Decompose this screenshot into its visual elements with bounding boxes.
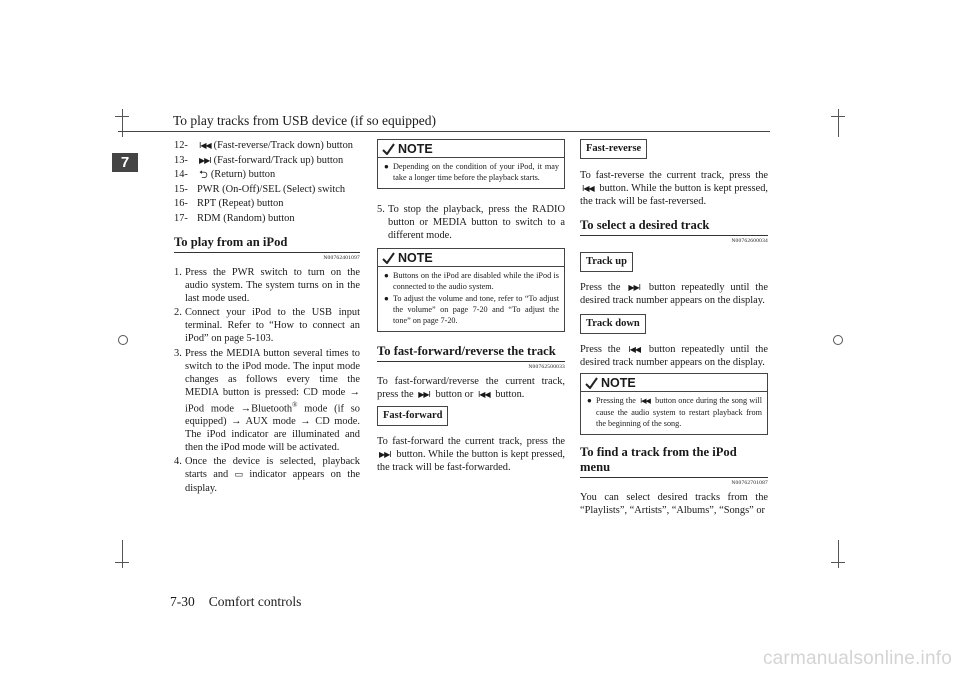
- crop-mark: [838, 109, 839, 137]
- track-down-icon: I◀◀: [199, 141, 211, 150]
- button-legend: [174, 139, 360, 225]
- legend-item: 15- PWR (On-Off)/SEL (Select) switch: [174, 183, 346, 195]
- watermark: carmanualsonline.info: [762, 648, 952, 669]
- registration-mark: [833, 335, 843, 345]
- section-heading-ipod: To play from an iPod: [174, 235, 360, 253]
- note-box: NOTE ● Depending on the condition of your iPod, it may take a longer time before the playback starts.: [377, 139, 565, 189]
- section-id: N00762600034: [731, 238, 768, 244]
- step-item: 2. Connect your iPod to the USB input terminal. Refer to “How to connect an iPod” on page 5-103.: [174, 307, 360, 344]
- crop-mark: [838, 540, 839, 568]
- step-item: 1. Press the PWR switch to turn on the audio system. The system turns on in the last mode used.: [174, 266, 360, 304]
- note-box: NOTE ● Buttons on the iPod are disabled while the iPod is connected to the audio system. ● To adjust the volume and tone, refer to “To adjust the volume” on page 7-20 and “To adjust the tone” on page 7-20.: [377, 248, 565, 332]
- note-item: ● Depending on the condition of your iPod, it may take a longer time before the playback starts.: [384, 162, 559, 182]
- subheading-track-up: Track up: [580, 252, 633, 272]
- section-id: N00762701087: [731, 480, 768, 486]
- track-down-icon: I◀◀: [477, 390, 490, 399]
- track-up-icon: ▶▶I: [379, 450, 391, 459]
- note-icon: [382, 143, 395, 155]
- track-down-icon: I◀◀: [582, 184, 594, 193]
- track-up-icon: ▶▶I: [199, 155, 211, 165]
- crop-mark: [122, 540, 123, 568]
- paragraph: Press the I◀◀ button repeatedly until the desired track number appears on the display.: [580, 344, 768, 368]
- step-item: 5. To stop the playback, press the RADIO button or MEDIA button to switch to a different mode.: [377, 204, 565, 241]
- note-item: ● Buttons on the iPod are disabled while the iPod is connected to the audio system.: [384, 271, 559, 291]
- section-id: N00762500033: [528, 364, 565, 370]
- track-down-icon: I◀◀: [628, 345, 641, 354]
- paragraph: To fast-reverse the current track, press the I◀◀ button. While the button is kept pressed, the track will be fast-reversed.: [580, 170, 768, 207]
- crop-mark: [122, 109, 123, 137]
- bullet-icon: ●: [384, 271, 389, 280]
- column-1: [174, 139, 360, 497]
- header-rule: [118, 131, 770, 132]
- legend-item: 16- RPT (Repeat) button: [174, 198, 284, 209]
- return-icon: ⮌: [199, 168, 208, 181]
- legend-item: 13- ▶▶I (Fast-forward/Track up) button: [174, 154, 344, 166]
- step-item: 4. Once the device is selected, playback starts and ▭ indicator appears on the display.: [174, 456, 361, 495]
- track-up-icon: ▶▶I: [418, 390, 430, 399]
- section-id: N00762401097: [323, 254, 360, 261]
- section-heading-fast-forward-reverse: To fast-forward/reverse the track: [377, 344, 565, 362]
- note-item: ● Pressing the I◀◀ button once during the song will cause the audio system to restart playback from the beginning of the song.: [587, 396, 762, 428]
- subheading-fast-forward: Fast-forward: [377, 406, 448, 426]
- note-box: NOTE ● Pressing the I◀◀ button once during the song will cause the audio system to restart playback from the beginning of the song.: [580, 373, 768, 435]
- bullet-icon: ●: [384, 294, 389, 303]
- paragraph: To fast-forward/reverse the current track, press the ▶▶I button or I◀◀ button.: [377, 376, 565, 400]
- chapter-tab: 7: [112, 153, 138, 172]
- column-3: [580, 139, 768, 519]
- paragraph: Press the ▶▶I button repeatedly until the desired track number appears on the display.: [580, 282, 768, 306]
- subheading-fast-reverse: Fast-reverse: [580, 139, 647, 159]
- bullet-icon: ●: [384, 162, 389, 171]
- page-footer: [170, 594, 315, 610]
- subheading-track-down: Track down: [580, 314, 646, 334]
- legend-item: 14- ⮌ (Return) button: [174, 168, 276, 181]
- page-number: 7-30: [170, 594, 195, 609]
- note-icon: [382, 252, 395, 264]
- page-header-title: To play tracks from USB device (if so equipped): [173, 113, 436, 128]
- bullet-icon: ●: [587, 396, 592, 405]
- step-item: 3. Press the MEDIA button several times to switch to the iPod mode. The input mode changes as follows every time the MEDIA button is pressed: CD mode → iPod mode →Bluetooth® mode (if so equipped) → AUX mode → CD mode. The iPod indicator are illuminated and then the iPod mode will be activated.: [174, 347, 360, 453]
- track-up-icon: ▶▶I: [628, 283, 641, 292]
- ipod-indicator-icon: ▭: [234, 470, 244, 481]
- column-2: [377, 139, 565, 476]
- registration-mark: [118, 335, 128, 345]
- note-item: ● To adjust the volume and tone, refer to “To adjust the volume” on page 7-20 and “To adjust the tone” on page 7-20.: [384, 294, 559, 325]
- note-icon: [585, 377, 598, 389]
- legend-item: 17- RDM (Random) button: [174, 212, 295, 224]
- section-heading-select-track: To select a desired track: [580, 218, 768, 236]
- footer-section: Comfort controls: [208, 594, 302, 609]
- paragraph: To fast-forward the current track, press the ▶▶I button. While the button is kept pressed, the track will be fast-forwarded.: [377, 436, 565, 473]
- section-heading-find-track: To find a track from the iPod menu: [580, 445, 768, 478]
- paragraph: You can select desired tracks from the “Playlists”, “Artists”, “Albums”, “Songs” or: [580, 492, 768, 516]
- track-down-icon: I◀◀: [640, 397, 650, 405]
- legend-item: 12- I◀◀ (Fast-reverse/Track down) button: [174, 140, 353, 151]
